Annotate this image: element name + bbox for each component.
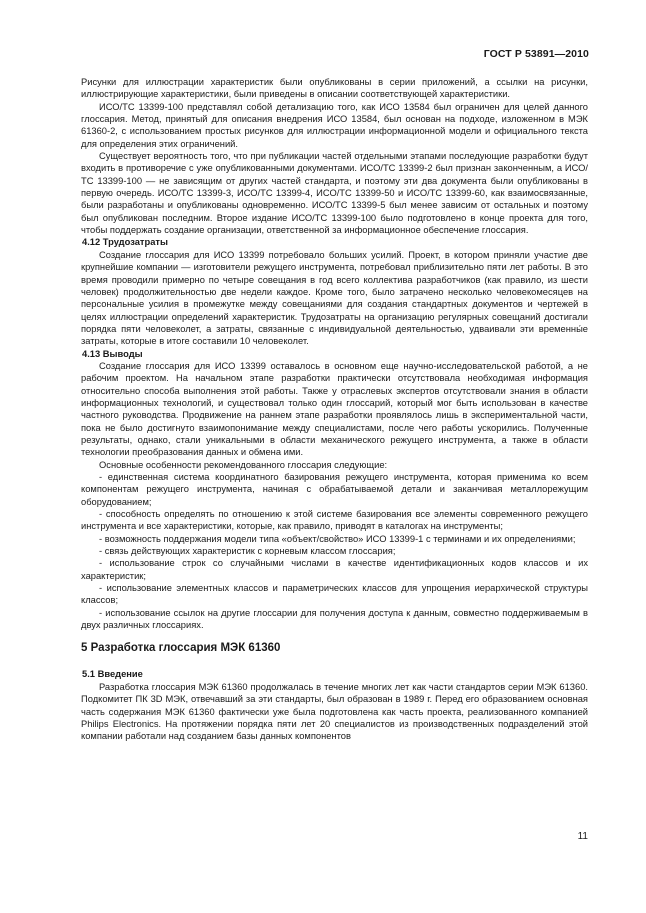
paragraph: Создание глоссария для ИСО 13399 оставалось в основном еще научно-исследовательской работой, а не рабочим проектом. На начальном этапе разработки практически отсутствовала необходимая информация относительно способа выполнения этой работы. Также у отраслевых экспертов отсутствовали знания в области информационных технологий, и существовал только один глоссарий, который мог быть использован в качестве частного руководства. Продвижение на раннем этапе разработки проявлялось лишь в экспериментальной части, пока не было достигнуто взаимопонимание между специалистами, после чего работы ускорились. Полученные результаты, однако, стали уникальными в области механического режущего инструмента, а также в области технологии преобразования данных и обмена ими. [81,360,588,458]
list-item: - использование элементных классов и параметрических классов для упрощения иерархической структуры классов; [81,583,588,606]
paragraph: Создание глоссария для ИСО 13399 потребовало больших усилий. Проект, в котором приняли участие две крупнейшие компании — изготовители режущего инструмента, потребовал приблизительно пяти лет работы. В это время проводили примерно по четыре совещания в год всего коллектива разработчиков (как правило, из шести человек) продолжительностью две недели каждое. Кроме того, было затрачено несколько человекомесяцев на персональные усилия в промежутке между совещаниями для создания стандартных документов и чертежей в целях иллюстрации определений характеристик. Трудозатраты на организацию регулярных совещаний достигали порядка пяти человеколет, а затраты, связанные с индивидуальной деятельностью, удваивали эти временны́е затраты, которые в итоге составили 10 человеколет. [81,249,588,347]
standard-header: ГОСТ Р 53891—2010 [483,48,589,60]
list-item: - единственная система координатного базирования режущего инструмента, которая применима ко всем компонентам режущего инструмента, начиная с обрабатываемой детали и заканчивая металлорежущим оборудованием; [81,472,588,507]
section-heading-4-13: 4.13 Выводы [82,348,143,359]
section-heading-5-1: 5.1 Введение [82,669,143,680]
paragraph: Существует вероятность того, что при публикации частей отдельными этапами последующие разработки будут входить в противоречие с уже опубликованными документами. ИСО/ТС 13399-2 был признан законченным, а ИСО/ТС 13399-100 — не зависящим от других частей стандарта, и поэтому эти два документа были опубликованы в первую очередь. ИСО/ТС 13399-3, ИСО/ТС 13399-4, ИСО/ТС 13399-50 и ИСО/ТС 13399-60, как взаимосвязанные, были разработаны и опубликованы одновременно. ИСО/ТС 13399-5 был менее зависим от остальных и поэтому был опубликован последним. Второе издание ИСО/ТС 13399-100 было подготовлено в конце проекта для того, чтобы поддержать создание организации, ответственной за информационное обеспечение глоссария. [81,151,588,236]
list-item: - возможность поддержания модели типа «объект/свойство» ИСО 13399-1 с терминами и их определениями; [99,533,576,544]
section-heading-4-12: 4.12 Трудозатраты [82,237,168,248]
list-item: - использование строк со случайными числами в качестве идентификационных кодов классов и их характеристик; [81,558,588,581]
list-item: - связь действующих характеристик с корневым классом глоссария; [99,546,396,557]
paragraph: Основные особенности рекомендованного глоссария следующие: [99,459,388,470]
list-item: - способность определять по отношению к этой системе базирования все элементы современного режущего инструмента и все характеристики, которые, как правило, приводят в каталогах на инструменты; [81,509,588,532]
paragraph: Разработка глоссария МЭК 61360 продолжалась в течение многих лет как части стандартов серии МЭК 61360. Подкомитет ПК 3D МЭК, отвечавший за эти стандарты, был образован в 1989 г. Перед его образованием основная часть содержания МЭК 61360 фактически уже была подготовлена как часть проекта, реализованного компанией Philips Electronics. На протяжении порядка пяти лет 20 специалистов из производственных подразделений этой компании работали над созданием базы данных компонентов [81,681,588,742]
paragraph: Рисунки для иллюстрации характеристик были опубликованы в серии приложений, а ссылки на рисунки, иллюстрирующие характеристики, были приведены в описании соответствующей характеристики. [81,77,588,100]
page-number: 11 [577,831,588,842]
page-content [81,76,588,743]
list-item: - использование ссылок на другие глоссарии для получения доступа к данным, совместно поддерживаемым в двух различных глоссариях. [81,607,588,631]
paragraph: ИСО/ТС 13399-100 представлял собой детализацию того, как ИСО 13584 был ограничен для целей данного глоссария. Метод, принятый для описания внедрения ИСО 13584, был основан на подходе, изложенном в МЭК 61360-2, с использованием простых рисунков для иллюстрации информационной модели и официального текста для определения этих ограничений. [81,101,588,149]
section-heading-5: 5 Разработка глоссария МЭК 61360 [81,642,281,655]
